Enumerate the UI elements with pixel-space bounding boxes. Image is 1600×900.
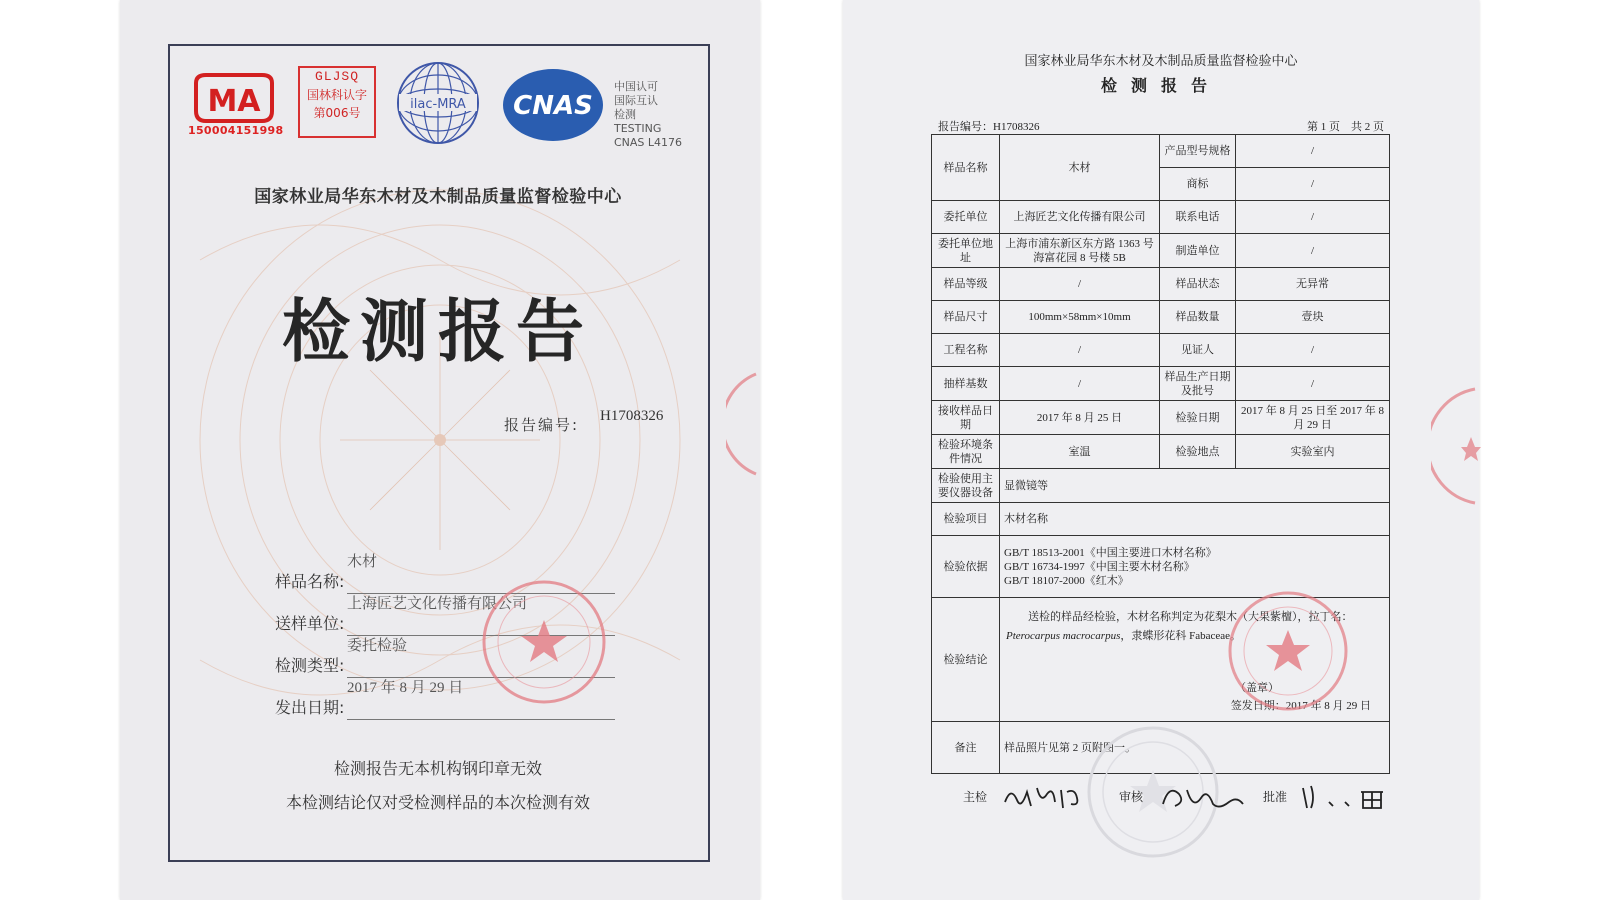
red-seal-stamp	[480, 578, 608, 706]
cnas-caption-line: 中国认可	[614, 80, 658, 93]
table-label-cell: 检验环境条件情况	[932, 435, 1000, 469]
field-value: 木材	[347, 554, 378, 570]
table-value-cell: 壹块	[1236, 301, 1390, 334]
table-label-cell: 联系电话	[1160, 201, 1236, 234]
table-row	[932, 301, 1390, 334]
seal-stamp-edge	[726, 370, 766, 478]
report-title: 检测报告	[1100, 76, 1221, 95]
table-value-cell: 上海市浦东新区东方路 1363 号海富花园 8 号楼 5B	[1000, 234, 1160, 268]
basis-standard: GB/T 18107-2000《红木》	[1004, 574, 1129, 587]
table-label-cell: 样品尺寸	[932, 301, 1000, 334]
conclusion-part: ，隶蝶形花科 Fabaceae。	[1120, 630, 1242, 642]
table-value-cell: 100mm×58mm×10mm	[1000, 301, 1160, 334]
field-value: 2017 年 8 月 29 日	[347, 680, 464, 696]
table-value-cell: 样品照片见第 2 页附图一。	[1000, 722, 1390, 774]
cover-note-seal-validity: 检测报告无本机构钢印章无效	[333, 759, 542, 778]
gljsq-line3: 第006号	[313, 106, 361, 120]
gljsq-line1: GLJSQ	[314, 69, 359, 84]
table-label-cell: 产品型号规格	[1160, 135, 1236, 168]
table-row	[932, 469, 1390, 503]
table-value-cell: 无异常	[1236, 268, 1390, 301]
report-number-value: H1708326	[600, 408, 664, 424]
field-label: 送样单位:	[275, 614, 345, 633]
cnas-mark: CNAS	[513, 91, 593, 121]
table-label-cell: 样品生产日期及批号	[1160, 367, 1236, 401]
table-value-cell: 室温	[1000, 435, 1160, 469]
table-label-cell: 检验地点	[1160, 435, 1236, 469]
cover-title: 检测报告	[281, 293, 594, 372]
table-label-cell: 检验依据	[932, 536, 1000, 598]
cover-organization: 国家林业局华东木材及木制品质量监督检验中心	[254, 187, 622, 207]
cnas-caption	[614, 80, 682, 150]
gljsq-line2: 国林科认字	[306, 88, 367, 102]
cover-page	[120, 0, 760, 900]
inspector-signature	[1001, 780, 1091, 814]
table-value-cell: 2017 年 8 月 25 日至 2017 年 8 月 29 日	[1236, 401, 1390, 435]
table-label-cell: 委托单位	[932, 201, 1000, 234]
table-row	[932, 401, 1390, 435]
ma-number: 150004151998	[188, 124, 284, 137]
table-value-cell: 木材	[1000, 135, 1160, 201]
page-info: 第 1 页 共 2 页	[1307, 121, 1384, 133]
basis-standard: GB/T 16734-1997《中国主要木材名称》	[1004, 560, 1195, 573]
table-label-cell: 样品等级	[932, 268, 1000, 301]
table-value-cell: /	[1000, 367, 1160, 401]
table-row	[932, 435, 1390, 469]
table-value-cell: /	[1236, 201, 1390, 234]
table-row	[932, 503, 1390, 536]
signature-row	[963, 780, 1423, 820]
report-organization: 国家林业局华东木材及木制品质量监督检验中心	[1024, 54, 1298, 69]
table-label-cell: 备注	[932, 722, 1000, 774]
seal-note: （盖章）	[1235, 682, 1279, 694]
table-label-cell: 检验使用主要仪器设备	[932, 469, 1000, 503]
table-label-cell: 检验结论	[932, 598, 1000, 722]
conclusion-part: 送检的样品经检验，木材名称判定为花梨木（大果紫檀），拉丁名：	[1028, 611, 1353, 623]
report-number: 报告编号：H1708326	[938, 121, 1040, 133]
field-label: 检测类型:	[275, 656, 345, 675]
table-value-cell: 2017 年 8 月 25 日	[1000, 401, 1160, 435]
issue-date: 签发日期：2017 年 8 月 29 日	[1230, 700, 1371, 712]
table-label-cell: 委托单位地址	[932, 234, 1000, 268]
table-value-cell: 木材名称	[1000, 503, 1390, 536]
table-label-cell: 样品状态	[1160, 268, 1236, 301]
table-label-cell: 检验项目	[932, 503, 1000, 536]
approver-signature	[1299, 780, 1389, 814]
cnas-caption-line: 国际互认	[614, 94, 658, 107]
field-value: 委托检验	[347, 638, 408, 654]
table-value-cell: /	[1000, 334, 1160, 367]
ilac-mra-logo	[395, 60, 481, 146]
ilac-mark: ilac-MRA	[410, 97, 466, 112]
field-underline	[347, 719, 615, 720]
report-number-label: 报告编号:	[504, 416, 580, 434]
basis-standard: GB/T 18513-2001《中国主要进口木材名称》	[1004, 546, 1217, 559]
table-label-cell: 工程名称	[932, 334, 1000, 367]
cnas-caption-line: 检测	[614, 108, 636, 121]
table-row	[932, 135, 1390, 168]
table-label-cell: 检验日期	[1160, 401, 1236, 435]
table-row	[932, 334, 1390, 367]
reviewer-signature	[1157, 780, 1247, 814]
gljsq-stamp	[298, 66, 376, 138]
table-row	[932, 234, 1390, 268]
table-value-cell: /	[1236, 135, 1390, 168]
field-label: 发出日期:	[275, 698, 345, 717]
table-value-cell: /	[1236, 234, 1390, 268]
table-value-cell: /	[1000, 268, 1160, 301]
table-value-cell: /	[1236, 334, 1390, 367]
table-value-cell: 显微镜等	[1000, 469, 1390, 503]
table-label-cell: 样品数量	[1160, 301, 1236, 334]
table-label-cell: 样品名称	[932, 135, 1000, 201]
cnas-caption-line: TESTING	[614, 122, 662, 135]
table-row	[932, 268, 1390, 301]
table-value-cell: /	[1236, 367, 1390, 401]
ma-mark: MA	[207, 84, 261, 119]
cnas-logo	[500, 66, 606, 144]
latin-name: Pterocarpus macrocarpus	[1006, 630, 1121, 642]
field-label: 样品名称:	[275, 572, 345, 591]
cover-note-scope: 本检测结论仅对受检测样品的本次检测有效	[285, 793, 590, 812]
red-seal-stamp	[1225, 588, 1351, 714]
table-label-cell: 接收样品日期	[932, 401, 1000, 435]
table-value-cell: 上海匠艺文化传播有限公司	[1000, 201, 1160, 234]
report-page	[843, 0, 1479, 900]
table-row	[932, 367, 1390, 401]
table-value-cell: 实验室内	[1236, 435, 1390, 469]
table-value-cell: /	[1236, 168, 1390, 201]
approver-label: 批准	[1263, 790, 1288, 804]
cnas-caption-line: CNAS L4176	[614, 136, 683, 149]
seal-stamp-edge	[1431, 385, 1481, 507]
table-label-cell: 抽样基数	[932, 367, 1000, 401]
certification-logos	[188, 60, 708, 160]
inspector-label: 主检	[963, 790, 988, 804]
table-row	[932, 201, 1390, 234]
reviewer-label: 审核	[1119, 790, 1144, 804]
table-label-cell: 制造单位	[1160, 234, 1236, 268]
field-value: 上海匠艺文化传播有限公司	[347, 596, 528, 612]
table-label-cell: 商标	[1160, 168, 1236, 201]
table-label-cell: 见证人	[1160, 334, 1236, 367]
